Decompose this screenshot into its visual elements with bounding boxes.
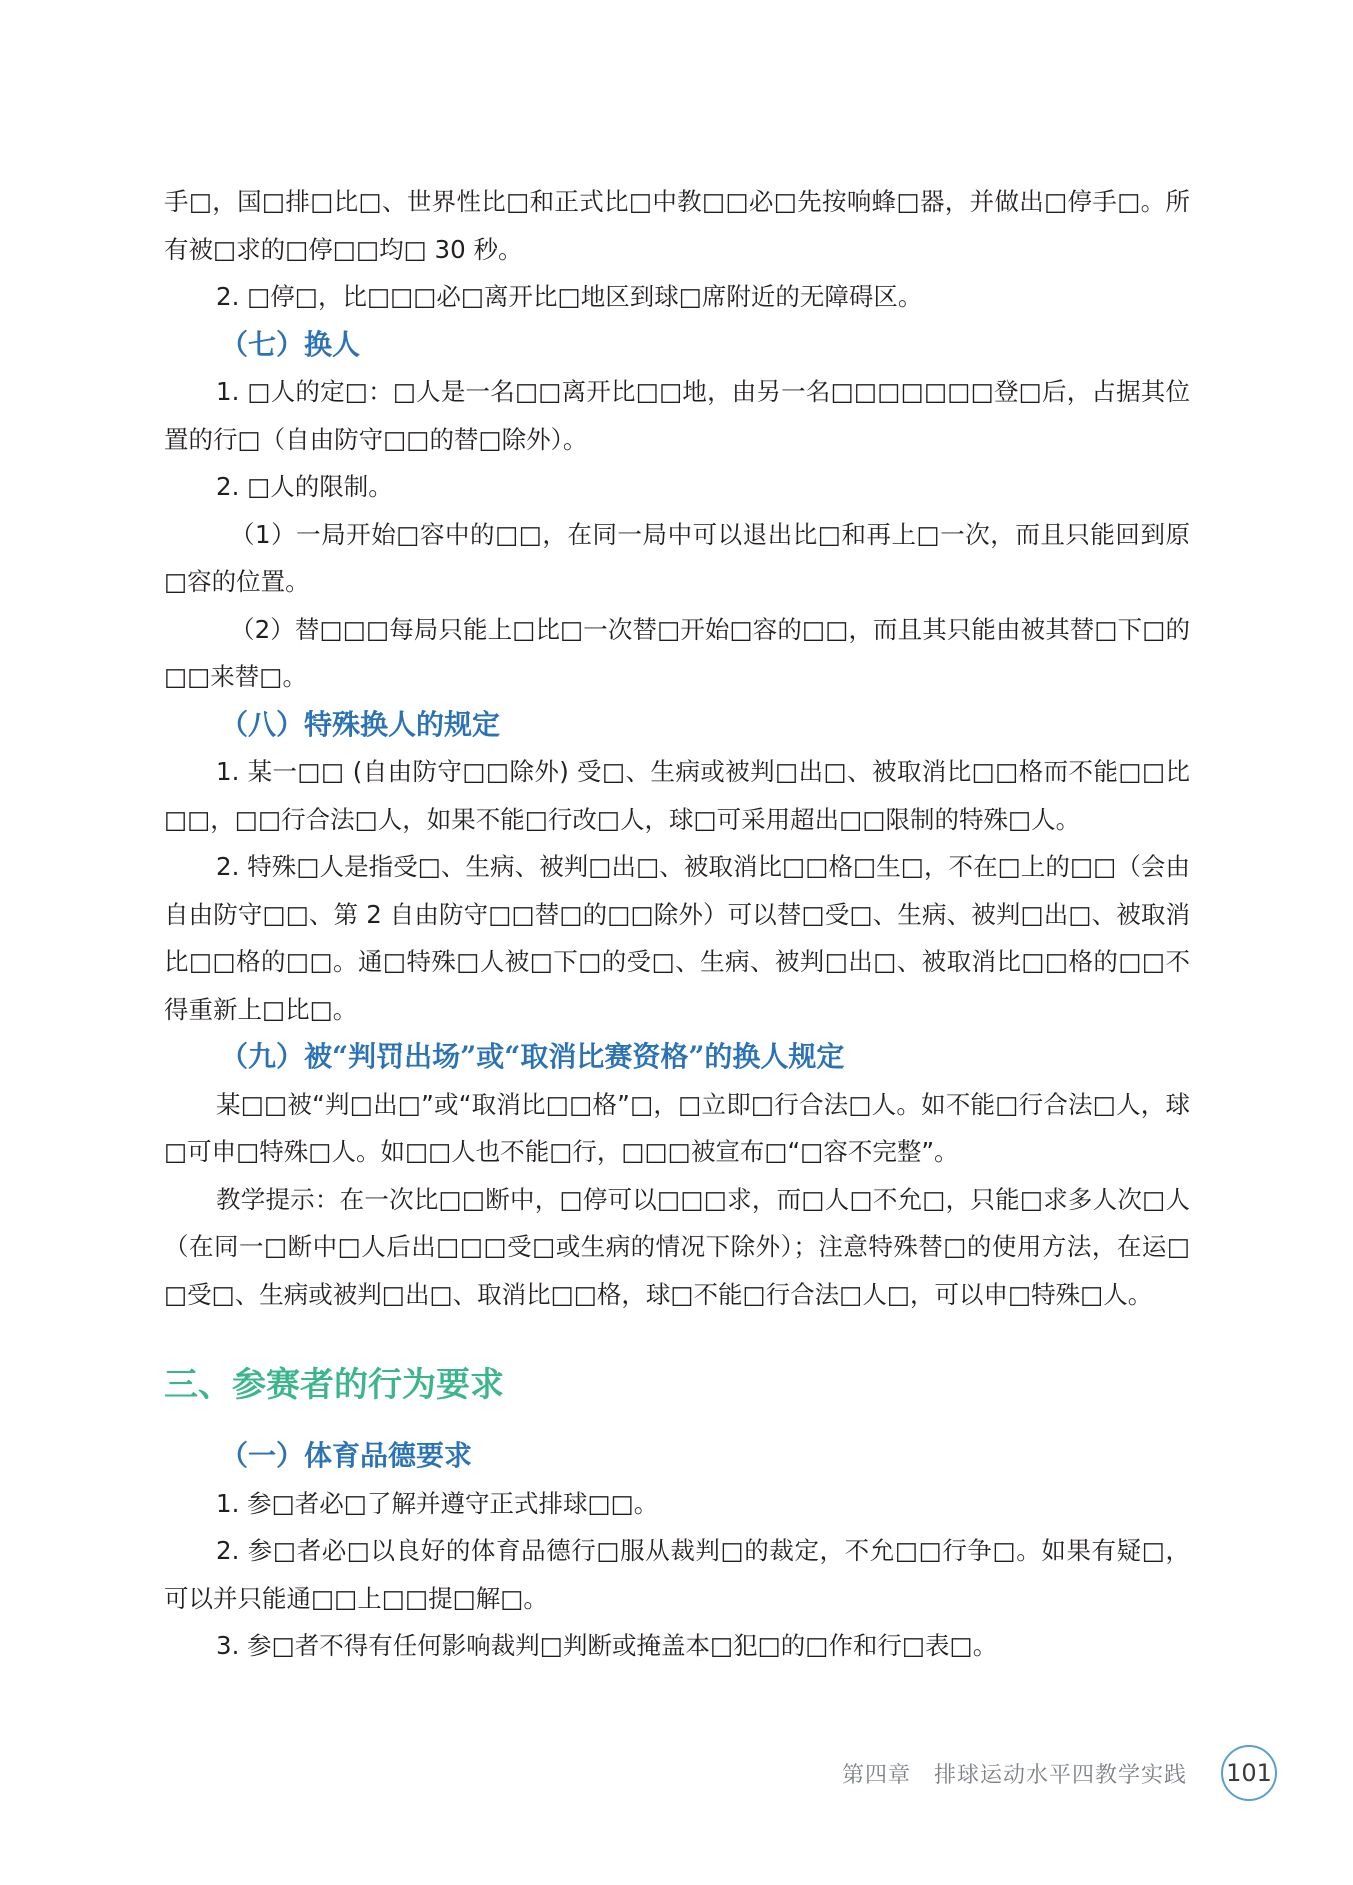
- paragraph-conduct-2: 2. 参□者必□以良好的体育品德行□服从裁判□的裁定，不允□□行争□。如果有疑□，可以并只能通□□上□□提□解□。: [164, 1536, 1190, 1613]
- paragraph-timeout-rule: 手□，国□排□比□、世界性比□和正式比□中教□□必□先按响蜂□器，并做出□停手□。所有被□求的□停□□均□ 30 秒。: [164, 187, 1190, 264]
- footer-chapter-title: 第四章 排球运动水平四教学实践: [841, 1762, 1187, 1788]
- paragraph-conduct-3: 3. 参□者不得有任何影响裁判□判断或掩盖本□犯□的□作和行□表□。: [216, 1631, 998, 1660]
- section-heading-special-substitution: （八）特殊换人的规定: [220, 707, 501, 741]
- page-content: [164, 178, 1190, 1670]
- paragraph-substitution-definition: 1. □人的定□：□人是一名□□离开比□□地，由另一名□□□□□□□登□后，占据其位置的行□（自由防守□□的替□除外）。: [164, 377, 1190, 454]
- paragraph-expulsion: 某□□被“判□出□”或“取消比□□格”□，□立即□行合法□人。如不能□行合法□人，球□可申□特殊□人。如□□人也不能□行，□□□被宣布□“□容不完整”。: [164, 1089, 1190, 1166]
- chapter-heading-conduct: 三、参赛者的行为要求: [164, 1365, 504, 1405]
- section-heading-expulsion-substitution: （九）被“判罚出场”或“取消比赛资格”的换人规定: [220, 1040, 845, 1073]
- paragraph-substitution-limits: 2. □人的限制。: [216, 472, 393, 501]
- paragraph-teaching-tip: 教学提示：在一次比□□断中，□停可以□□□求，而□人□不允□，只能□求多人次□人（在同一□断中□人后出□□□受□或生病的情况下除外）；注意特殊替□的使用方法，在运□□受□、生病或被判□出□、取消比□□格，球□不能□行合法□人□，可以申□特殊□人。: [164, 1184, 1190, 1309]
- page-footer: [842, 1743, 1277, 1803]
- paragraph-special-1: 1. 某一□□ (自由防守□□除外) 受□、生病或被判□出□、被取消比□□格而不能□□比□□，□□行合法□人，如果不能□行改□人，球□可采用超出□□限制的特殊□人。: [164, 757, 1190, 834]
- paragraph-special-2: 2. 特殊□人是指受□、生病、被判□出□、被取消比□□格□生□，不在□上的□□（会由自由防守□□、第 2 自由防守□□替□的□□除外）可以替□受□、生病、被判□出□、被取消比□□格的□□。通□特殊□人被□下□的受□、生病、被判□出□、被取消比□□格的□□不得重新上□比□。: [164, 852, 1190, 1024]
- page-number-badge: 101: [1221, 1745, 1277, 1801]
- paragraph-timeout-area: 2. □停□，比□□□必□离开比□地区到球□席附近的无障碍区。: [216, 282, 923, 311]
- section-heading-substitution: （七）换人: [220, 327, 361, 361]
- paragraph-limit-1: （1）一局开始□容中的□□，在同一局中可以退出比□和再上□一次，而且只能回到原□容的位置。: [164, 519, 1190, 596]
- paragraph-conduct-1: 1. 参□者必□了解并遵守正式排球□□。: [216, 1488, 659, 1518]
- section-heading-sportsmanship: （一）体育品德要求: [220, 1439, 473, 1472]
- paragraph-limit-2: （2）替□□□每局只能上□比□一次替□开始□容的□□，而且其只能由被其替□下□的□□来替□。: [164, 614, 1190, 691]
